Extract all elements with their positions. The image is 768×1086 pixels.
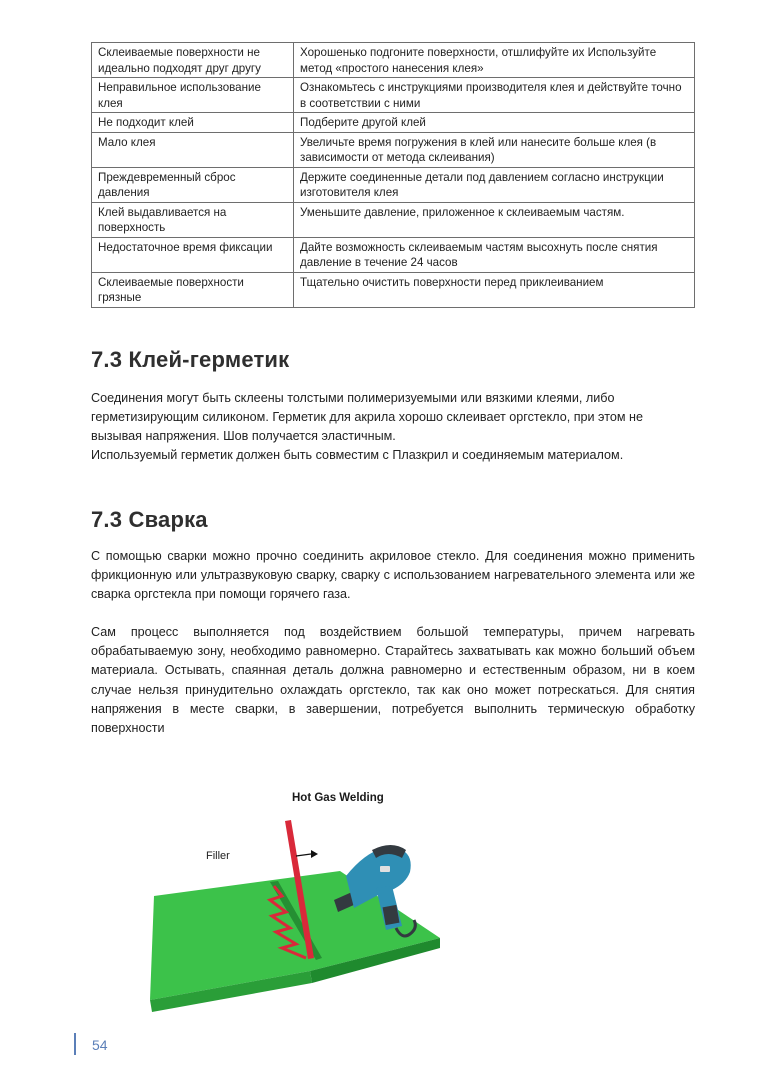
table-row [92,237,695,272]
page-number-bar [74,1033,76,1055]
feed-arrow-line [296,854,311,856]
problem-cell: Клей выдавливается на поверхность [92,202,294,237]
table-body [92,43,695,308]
table-row [92,113,695,133]
problem-cell: Неправильное использование клея [92,78,294,113]
filler-label: Filler [206,850,230,862]
solution-cell: Хорошенько подгоните поверхности, отшлифуйте их Используйте метод «простого нанесения клея» [294,43,695,78]
welding-paragraph-2: Сам процесс выполняется под воздействием большой температуры, причем нагревать обрабатываемую зону, необходимо равномерно. Старайтесь захватывать как можно больший объем материала. Остывать, спаянная деталь должна равномерно и естественным образом, ни в коем случае нельзя принудительно охлаждать оргстекло, так как оно может потрескаться. Для снятия напряжения в месте сварки, в завершении, потребуется выполнить термическую обработку поверхности [91,625,695,736]
table-row [92,132,695,167]
solution-cell: Держите соединенные детали под давлением согласно инструкции изготовителя клея [294,167,695,202]
problem-cell: Склеиваемые поверхности грязные [92,272,294,307]
table-row [92,43,695,78]
sealant-paragraph-2: Используемый герметик должен быть совместим с Плазкрил и соединяемым материалом. [91,448,624,462]
feed-arrow-head [311,850,318,858]
figure-title: Hot Gas Welding [292,792,384,804]
problem-cell: Преждевременный сброс давления [92,167,294,202]
sealant-paragraph-1: Соединения могут быть склеены толстыми полимеризуемыми или вязкими клеями, либо герметизирующим силиконом. Герметик для акрила хорошо склеивает оргстекло, при этом не вызывая напряжения. Шов получается эластичным. [91,391,643,444]
table-row [92,202,695,237]
section-heading-sealant: 7.3 Клей-герметик [91,347,290,372]
table-row [92,167,695,202]
problem-cell: Недостаточное время фиксации [92,237,294,272]
section-heading-welding: 7.3 Сварка [91,507,208,532]
solution-cell: Дайте возможность склеиваемым частям высохнуть после снятия давление в течение 24 часов [294,237,695,272]
solution-cell: Уменьшите давление, приложенное к склеиваемым частям. [294,202,695,237]
table-row [92,272,695,307]
solution-cell: Тщательно очистить поверхности перед приклеиванием [294,272,695,307]
solution-cell: Увеличьте время погружения в клей или нанесите больше клея (в зависимости от метода склеивания) [294,132,695,167]
solution-cell: Ознакомьтесь с инструкциями производителя клея и действуйте точно в соответствии с ними [294,78,695,113]
hot-gas-welding-illustration [140,788,450,1013]
table-row [92,78,695,113]
page-number: 54 [92,1037,108,1053]
problem-cell: Не подходит клей [92,113,294,133]
problem-cell: Склеиваемые поверхности не идеально подходят друг другу [92,43,294,78]
gun-switch [380,866,390,872]
solution-cell: Подберите другой клей [294,113,695,133]
welding-paragraph-1: С помощью сварки можно прочно соединить акриловое стекло. Для соединения можно применить фрикционную или ультразвуковую сварку, сварку с использованием нагревательного элемента или же сварка оргстекла при помощи горячего газа. [91,549,695,602]
problem-cell: Мало клея [92,132,294,167]
troubleshooting-table [91,42,695,308]
